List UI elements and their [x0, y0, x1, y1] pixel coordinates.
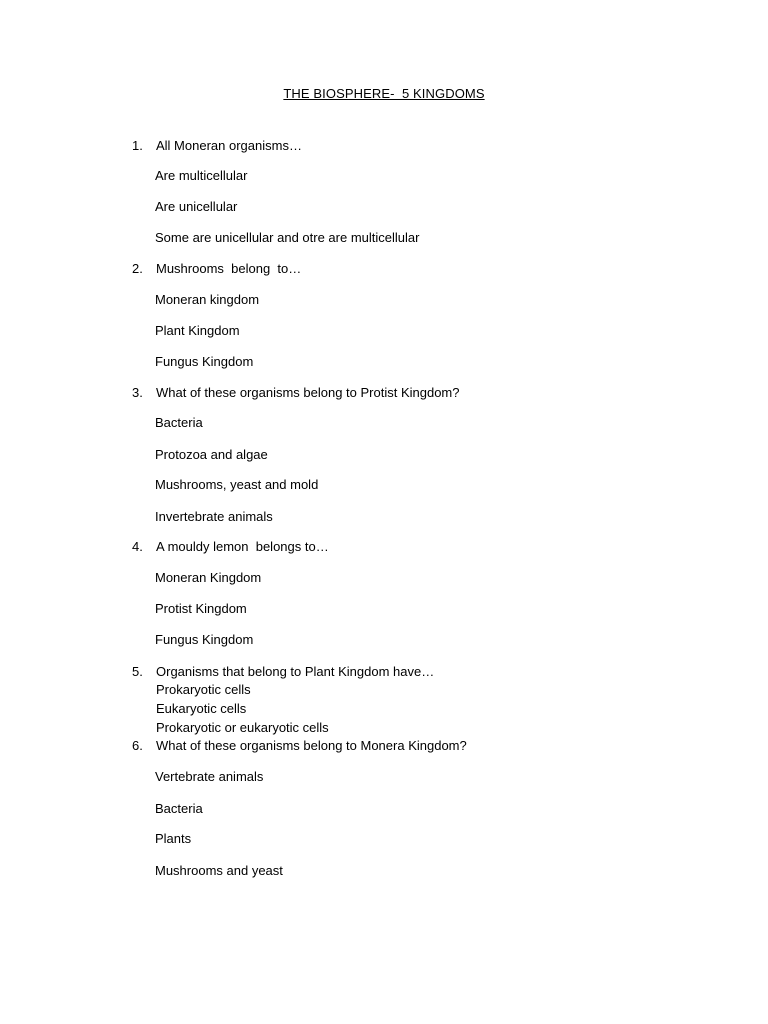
answer-option: Moneran kingdom	[155, 292, 260, 307]
question-number: 3.	[132, 385, 143, 400]
answer-option: Bacteria	[155, 415, 203, 430]
answer-option: Are multicellular	[155, 168, 248, 183]
question-number: 6.	[132, 738, 143, 753]
answer-option: Fungus Kingdom	[155, 354, 254, 369]
answer-option: Invertebrate animals	[155, 509, 273, 524]
question-text: Organisms that belong to Plant Kingdom have…	[156, 664, 435, 679]
answer-option: Plants	[155, 831, 192, 846]
answer-option: Some are unicellular and otre are multicellular	[155, 230, 420, 245]
answer-option: Plant Kingdom	[155, 323, 240, 338]
answer-option: Prokaryotic or eukaryotic cells	[156, 720, 329, 735]
answer-option: Mushrooms and yeast	[155, 863, 283, 878]
answer-option: Protist Kingdom	[155, 601, 247, 616]
answer-option: Protozoa and algae	[155, 447, 268, 462]
question-text: Mushrooms belong to…	[156, 261, 302, 276]
page-title: THE BIOSPHERE- 5 KINGDOMS	[283, 86, 485, 101]
question-text: All Moneran organisms…	[156, 138, 302, 153]
answer-option: Moneran Kingdom	[155, 570, 262, 585]
answer-option: Fungus Kingdom	[155, 632, 254, 647]
answer-option: Are unicellular	[155, 199, 238, 214]
answer-option: Mushrooms, yeast and mold	[155, 477, 319, 492]
question-number: 1.	[132, 138, 143, 153]
question-text: What of these organisms belong to Monera Kingdom?	[156, 738, 467, 753]
question-number: 5.	[132, 664, 143, 679]
question-number: 4.	[132, 539, 143, 554]
question-number: 2.	[132, 261, 143, 276]
answer-option: Prokaryotic cells	[156, 682, 251, 697]
answer-option: Bacteria	[155, 801, 203, 816]
question-text: What of these organisms belong to Protist Kingdom?	[156, 385, 460, 400]
question-text: A mouldy lemon belongs to…	[156, 539, 329, 554]
answer-option: Vertebrate animals	[155, 769, 264, 784]
answer-option: Eukaryotic cells	[156, 701, 247, 716]
